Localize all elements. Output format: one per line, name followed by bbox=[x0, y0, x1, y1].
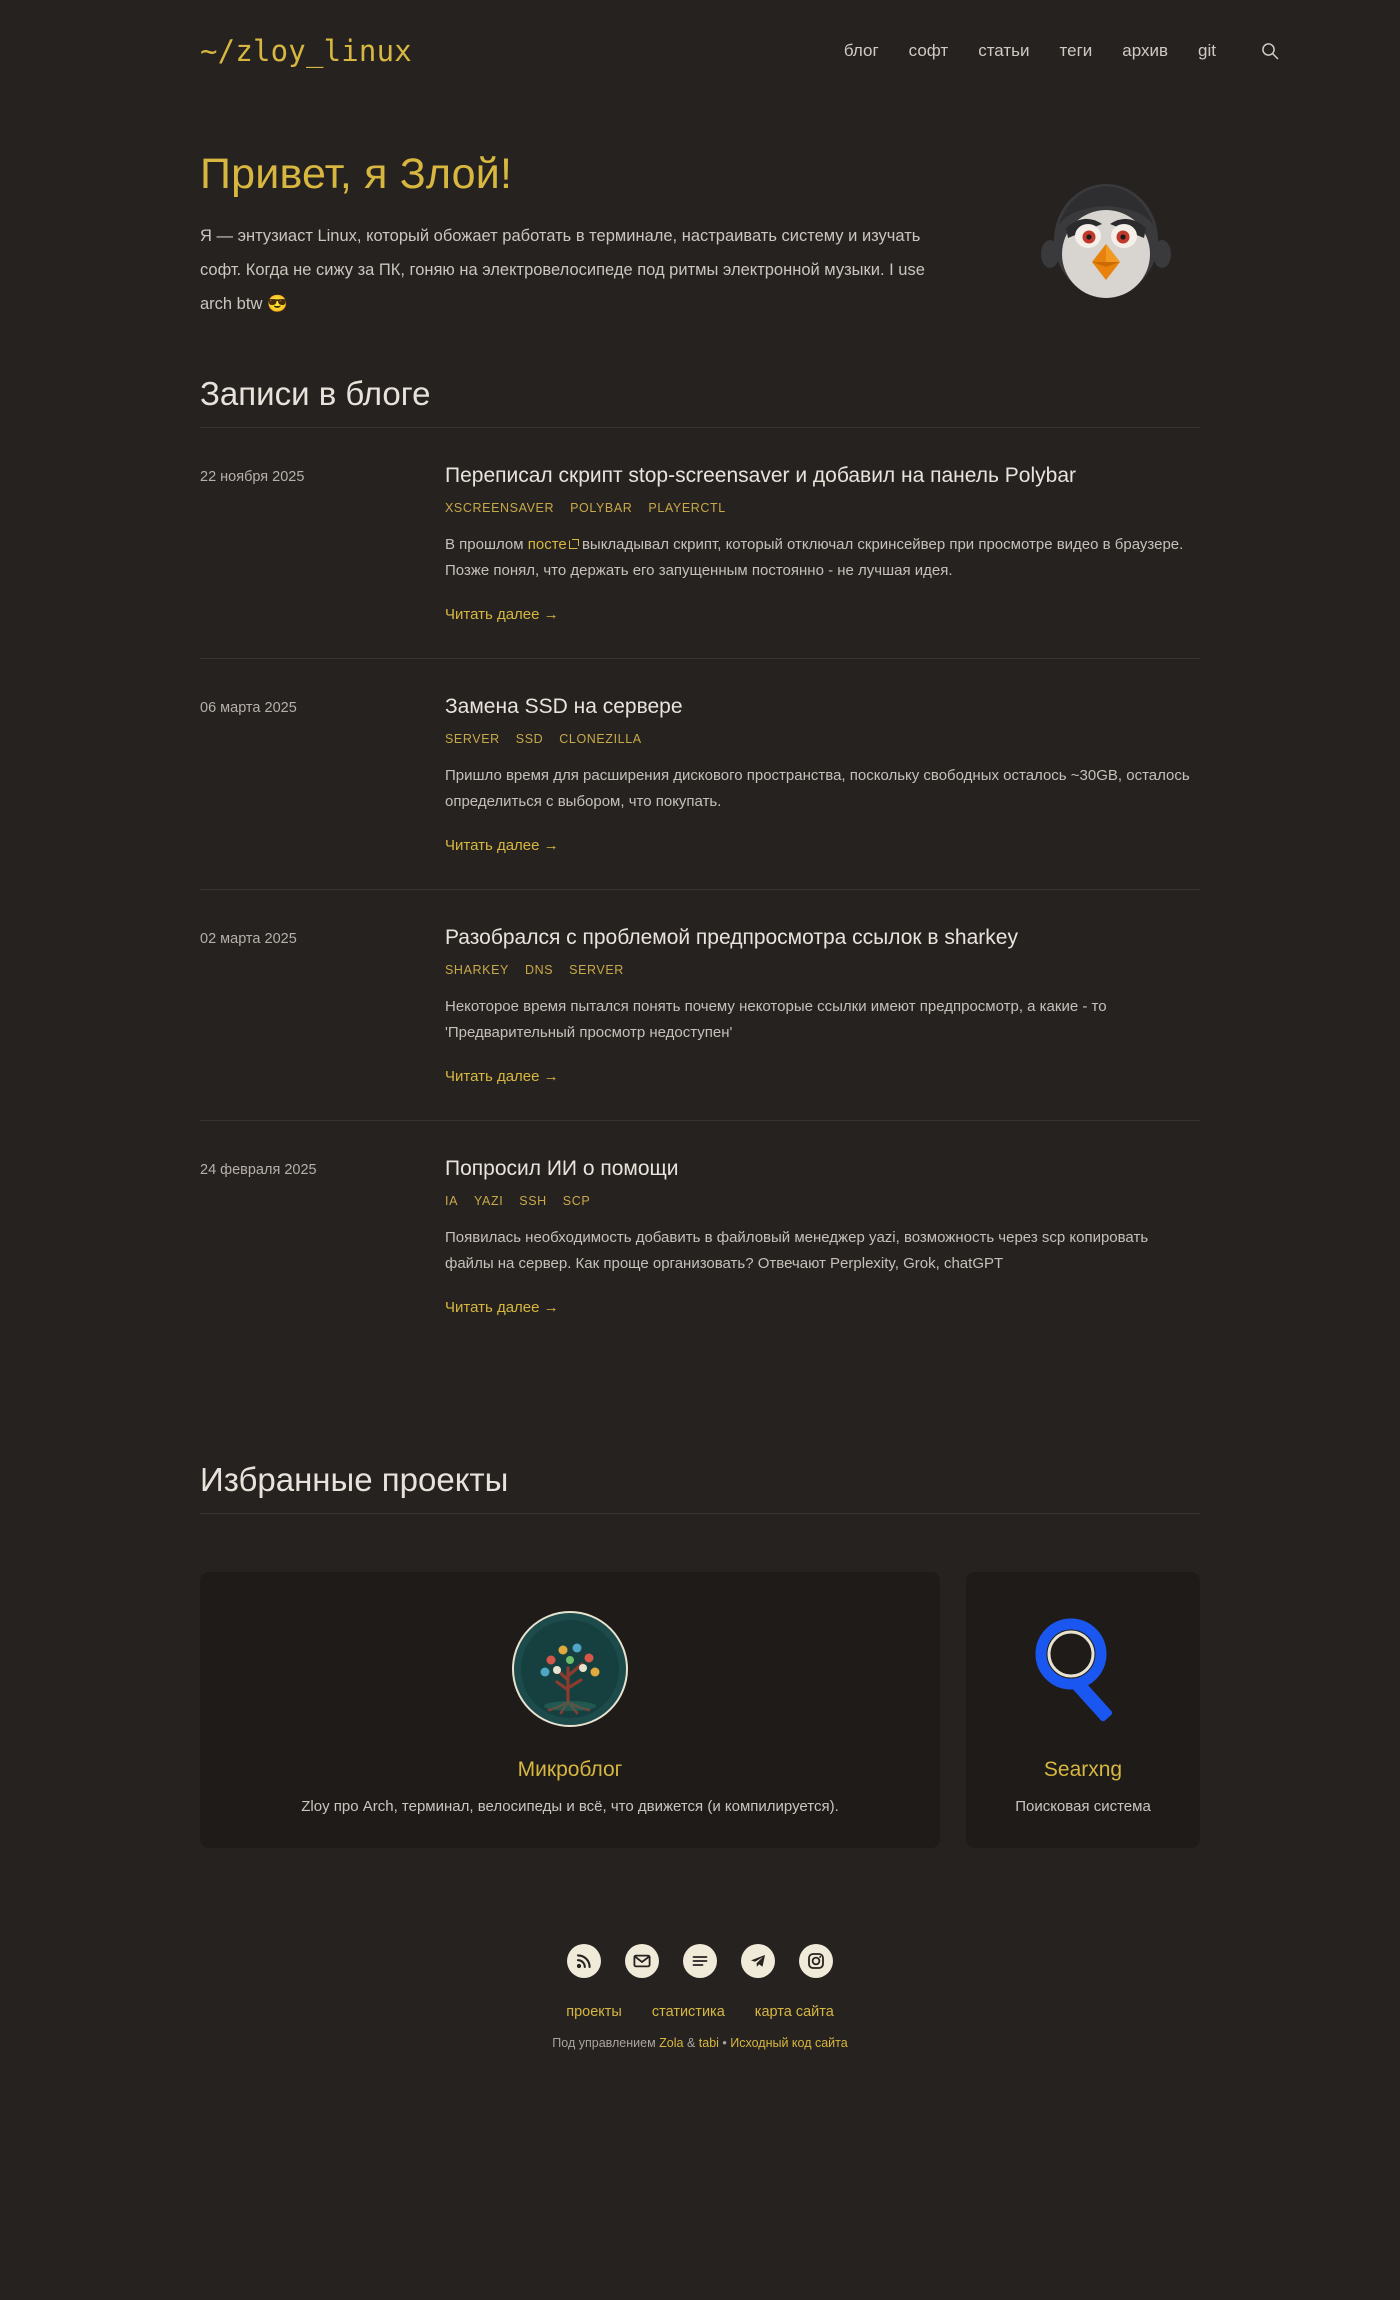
footer-link-sitemap[interactable]: карта сайта bbox=[754, 2004, 834, 2020]
credit-tabi-link[interactable]: tabi bbox=[698, 2036, 719, 2050]
nav-item-tags[interactable]: теги bbox=[1059, 41, 1093, 60]
divider bbox=[200, 1513, 1200, 1514]
post-date: 02 марта 2025 bbox=[200, 931, 297, 947]
nav-item-blog[interactable]: блог bbox=[843, 41, 879, 60]
project-thumb bbox=[992, 1606, 1174, 1732]
credit-zola-link[interactable]: Zola bbox=[659, 2036, 684, 2050]
project-card-searxng[interactable] bbox=[966, 1572, 1200, 1848]
project-description: Поисковая система bbox=[1015, 1798, 1151, 1815]
social-link-mastodon[interactable] bbox=[799, 1944, 833, 1978]
post-body bbox=[445, 464, 1200, 624]
post-body bbox=[445, 1157, 1200, 1317]
avatar bbox=[1032, 168, 1180, 316]
rss-icon bbox=[575, 1952, 593, 1970]
hero-text bbox=[200, 150, 960, 321]
projects-grid bbox=[200, 1572, 1200, 1848]
tag-ia[interactable]: IA bbox=[445, 1194, 459, 1208]
hero-description: Я — энтузиаст Linux, который обожает работать в терминале, настраивать систему и изучать софт. Когда не сижу за ПК, гоняю на электровелосипеде под ритмы электронной музыки. I use arch btw 😎 bbox=[200, 227, 925, 313]
external-link-icon bbox=[569, 539, 578, 548]
project-name-link[interactable]: Searxng bbox=[1043, 1758, 1123, 1781]
site-brand[interactable]: ~/zloy_linux bbox=[200, 34, 412, 68]
read-more-link[interactable]: Читать далее → bbox=[445, 837, 559, 854]
post-summary: Пришло время для расширения дискового пространства, поскольку свободных осталось ~30GB, осталось определиться с выбором, что покупать. bbox=[445, 767, 1190, 810]
footer-link-stats[interactable]: статистика bbox=[651, 2004, 725, 2020]
post-title-link[interactable]: Замена SSD на сервере bbox=[445, 695, 683, 718]
main-nav bbox=[844, 41, 1280, 61]
projects-section-title: Избранные проекты bbox=[200, 1461, 509, 1498]
tag-clonezilla[interactable]: CLONEZILLA bbox=[559, 732, 642, 746]
post-summary-link[interactable]: посте bbox=[527, 536, 567, 553]
post-list-item bbox=[200, 659, 1200, 890]
telegram-icon bbox=[749, 1952, 767, 1970]
post-summary: Появилась необходимость добавить в файловый менеджер yazi, возможность через scp копировать файлы на сервер. Как проще организовать? Отвечают Perplexity, Grok, chatGPT bbox=[445, 1229, 1149, 1272]
tag-xscreensaver[interactable]: XSCREENSAVER bbox=[445, 501, 555, 515]
credit-prefix: Под управлением bbox=[552, 2036, 660, 2050]
project-thumb bbox=[226, 1606, 914, 1732]
post-summary-after: выкладывал скрипт, который отключал скринсейвер при просмотре видео в браузере. Позже понял, что держать его запущенным постоянно - не лучшая идея. bbox=[445, 536, 1184, 579]
project-name-link[interactable]: Микроблог bbox=[517, 1758, 623, 1781]
magnifier-icon bbox=[1023, 1610, 1143, 1728]
post-date: 22 ноября 2025 bbox=[200, 469, 305, 485]
mastodon-icon bbox=[807, 1952, 825, 1970]
post-tags bbox=[445, 732, 1200, 746]
blog-section-title: Записи в блоге bbox=[200, 375, 431, 412]
post-summary-before: В прошлом bbox=[445, 536, 528, 553]
email-icon bbox=[633, 1952, 651, 1970]
social-link-list[interactable] bbox=[683, 1944, 717, 1978]
site-footer bbox=[0, 1944, 1400, 2094]
page-title: Привет, я Злой! bbox=[200, 150, 513, 198]
post-body bbox=[445, 926, 1200, 1086]
projects-section bbox=[0, 1461, 1400, 1848]
footer-credit bbox=[0, 2036, 1400, 2050]
angry-bird-avatar-icon bbox=[1032, 168, 1180, 316]
social-link-telegram[interactable] bbox=[741, 1944, 775, 1978]
credit-amp: & bbox=[683, 2036, 699, 2050]
footer-nav bbox=[0, 2004, 1400, 2020]
read-more-link[interactable]: Читать далее → bbox=[445, 1299, 559, 1316]
project-description: Zloy про Arch, терминал, велосипеды и всё, что движется (и компилируется). bbox=[301, 1798, 839, 1815]
post-title-link[interactable]: Переписал скрипт stop-screensaver и добавил на панель Polybar bbox=[445, 464, 1076, 487]
tree-of-life-icon bbox=[511, 1610, 629, 1728]
credit-source-link[interactable]: Исходный код сайта bbox=[730, 2036, 848, 2050]
post-title-link[interactable]: Попросил ИИ о помощи bbox=[445, 1157, 679, 1180]
post-title-link[interactable]: Разобрался с проблемой предпросмотра ссылок в sharkey bbox=[445, 926, 1018, 949]
nav-item-soft[interactable]: софт bbox=[908, 41, 949, 60]
nav-item-archive[interactable]: архив bbox=[1122, 41, 1169, 60]
tag-dns[interactable]: DNS bbox=[524, 963, 554, 977]
tag-ssh[interactable]: SSH bbox=[519, 1194, 547, 1208]
tag-playerctl[interactable]: PLAYERCTL bbox=[648, 501, 726, 515]
nav-item-git[interactable]: git bbox=[1198, 41, 1216, 60]
site-header bbox=[0, 0, 1400, 78]
nav-item-articles[interactable]: статьи bbox=[978, 41, 1030, 60]
hero-section bbox=[0, 78, 1400, 321]
project-card-microblog[interactable] bbox=[200, 1572, 940, 1848]
post-tags bbox=[445, 1194, 1200, 1208]
tag-scp[interactable]: SCP bbox=[562, 1194, 591, 1208]
credit-sep: • bbox=[718, 2036, 731, 2050]
tag-polybar[interactable]: POLYBAR bbox=[570, 501, 633, 515]
post-date: 06 марта 2025 bbox=[200, 700, 297, 716]
tag-sharkey[interactable]: SHARKEY bbox=[445, 963, 509, 977]
post-summary: Некоторое время пытался понять почему некоторые ссылки имеют предпросмотр, а какие - то 'Предварительный просмотр недоступен' bbox=[445, 998, 1107, 1041]
list-icon bbox=[691, 1952, 709, 1970]
tag-ssd[interactable]: SSD bbox=[515, 732, 544, 746]
tag-server[interactable]: SERVER bbox=[445, 732, 500, 746]
read-more-link[interactable]: Читать далее → bbox=[445, 1068, 559, 1085]
post-list-item bbox=[200, 890, 1200, 1121]
post-summary bbox=[445, 532, 1200, 584]
blog-section bbox=[0, 375, 1400, 1351]
post-body bbox=[445, 695, 1200, 855]
search-icon bbox=[1260, 41, 1280, 61]
read-more-link[interactable]: Читать далее → bbox=[445, 606, 559, 623]
post-tags bbox=[445, 501, 1200, 515]
tag-yazi[interactable]: YAZI bbox=[474, 1194, 504, 1208]
post-list-item bbox=[200, 1121, 1200, 1351]
social-link-rss[interactable] bbox=[567, 1944, 601, 1978]
search-button[interactable] bbox=[1260, 41, 1280, 61]
social-link-email[interactable] bbox=[625, 1944, 659, 1978]
social-links bbox=[0, 1944, 1400, 1978]
post-date: 24 февраля 2025 bbox=[200, 1162, 317, 1178]
post-list-item bbox=[200, 428, 1200, 659]
post-tags bbox=[445, 963, 1200, 977]
footer-link-projects[interactable]: проекты bbox=[566, 2004, 622, 2020]
tag-server[interactable]: SERVER bbox=[569, 963, 624, 977]
